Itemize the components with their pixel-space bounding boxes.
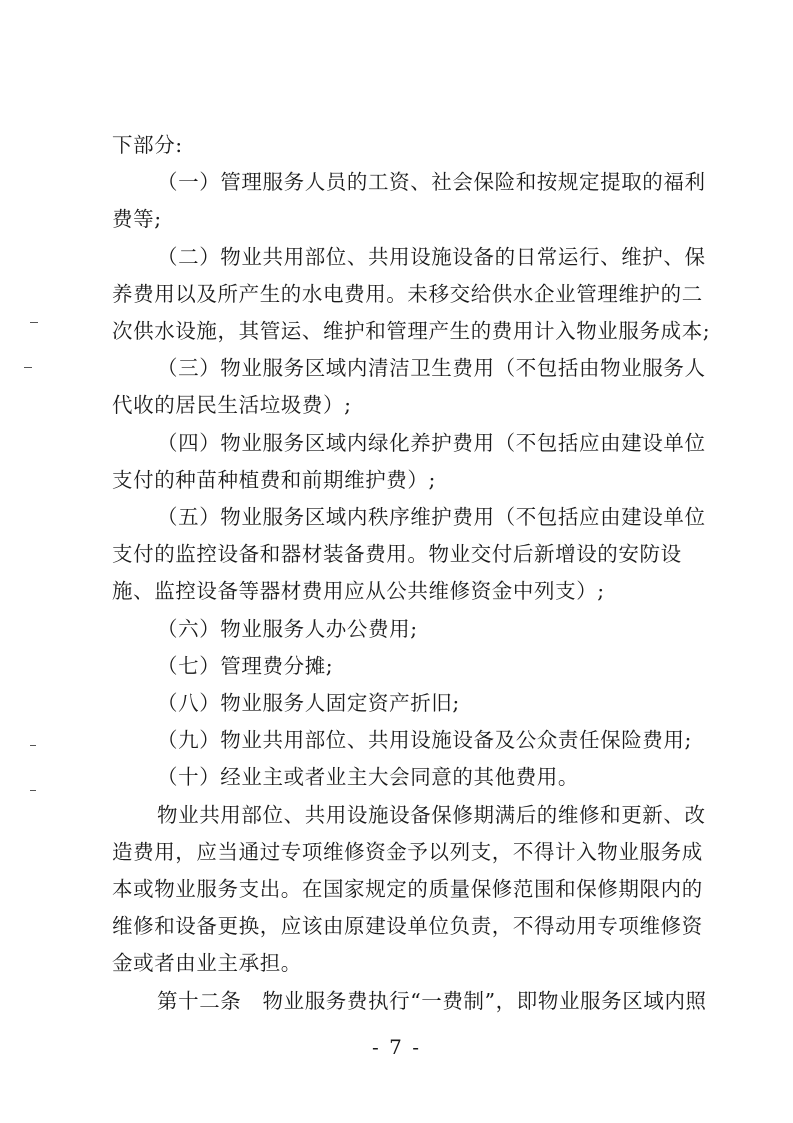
text-line: 下部分: bbox=[112, 133, 183, 157]
text-line: 代收的居民生活垃圾费）; bbox=[112, 393, 352, 417]
text-line: （三）物业服务区域内清洁卫生费用（不包括由物业服务人 bbox=[157, 356, 706, 380]
text-line: 支付的种苗种植费和前期维护费）; bbox=[112, 468, 437, 492]
text-line: 养费用以及所产生的水电费用。未移交给供水企业管理维护的二 bbox=[112, 282, 703, 306]
scan-mark bbox=[30, 790, 36, 791]
text-line: 物业共用部位、共用设施设备保修期满后的维修和更新、改 bbox=[157, 803, 706, 827]
text-line: 本或物业服务支出。在国家规定的质量保修范围和保修期限内的 bbox=[112, 877, 703, 901]
scan-mark bbox=[30, 745, 36, 746]
text-line: 金或者由业主承担。 bbox=[112, 951, 302, 975]
text-line: 维修和设备更换，应该由原建设单位负责，不得动用专项维修资 bbox=[112, 914, 703, 938]
text-line: 费等; bbox=[112, 207, 162, 231]
scan-mark bbox=[30, 322, 38, 323]
text-line: （五）物业服务区域内秩序维护费用（不包括应由建设单位 bbox=[157, 505, 706, 529]
text-line: 支付的监控设备和器材装备费用。物业交付后新增设的安防设 bbox=[112, 542, 682, 566]
text-line: （七）管理费分摊; bbox=[157, 654, 334, 678]
text-line: （九）物业共用部位、共用设施设备及公众责任保险费用; bbox=[157, 728, 693, 752]
page-number: - 7 - bbox=[372, 1035, 421, 1059]
text-line: （四）物业服务区域内绿化养护费用（不包括应由建设单位 bbox=[157, 431, 706, 455]
text-line: （二）物业共用部位、共用设施设备的日常运行、维护、保 bbox=[157, 245, 706, 269]
text-line: （六）物业服务人办公费用; bbox=[157, 617, 418, 641]
text-line: 次供水设施，其管运、维护和管理产生的费用计入物业服务成本; bbox=[112, 319, 711, 343]
text-line: （一）管理服务人员的工资、社会保险和按规定提取的福利 bbox=[157, 170, 706, 194]
text-line: 造费用，应当通过专项维修资金予以列支，不得计入物业服务成 bbox=[112, 840, 703, 864]
scan-mark bbox=[24, 367, 32, 368]
text-line: （十）经业主或者业主大会同意的其他费用。 bbox=[157, 765, 579, 789]
text-line: （八）物业服务人固定资产折旧; bbox=[157, 691, 460, 715]
text-line: 第十二条 物业服务费执行“一费制”，即物业服务区域内照 bbox=[157, 989, 707, 1013]
text-line: 施、监控设备等器材费用应从公共维修资金中列支）; bbox=[112, 579, 605, 603]
